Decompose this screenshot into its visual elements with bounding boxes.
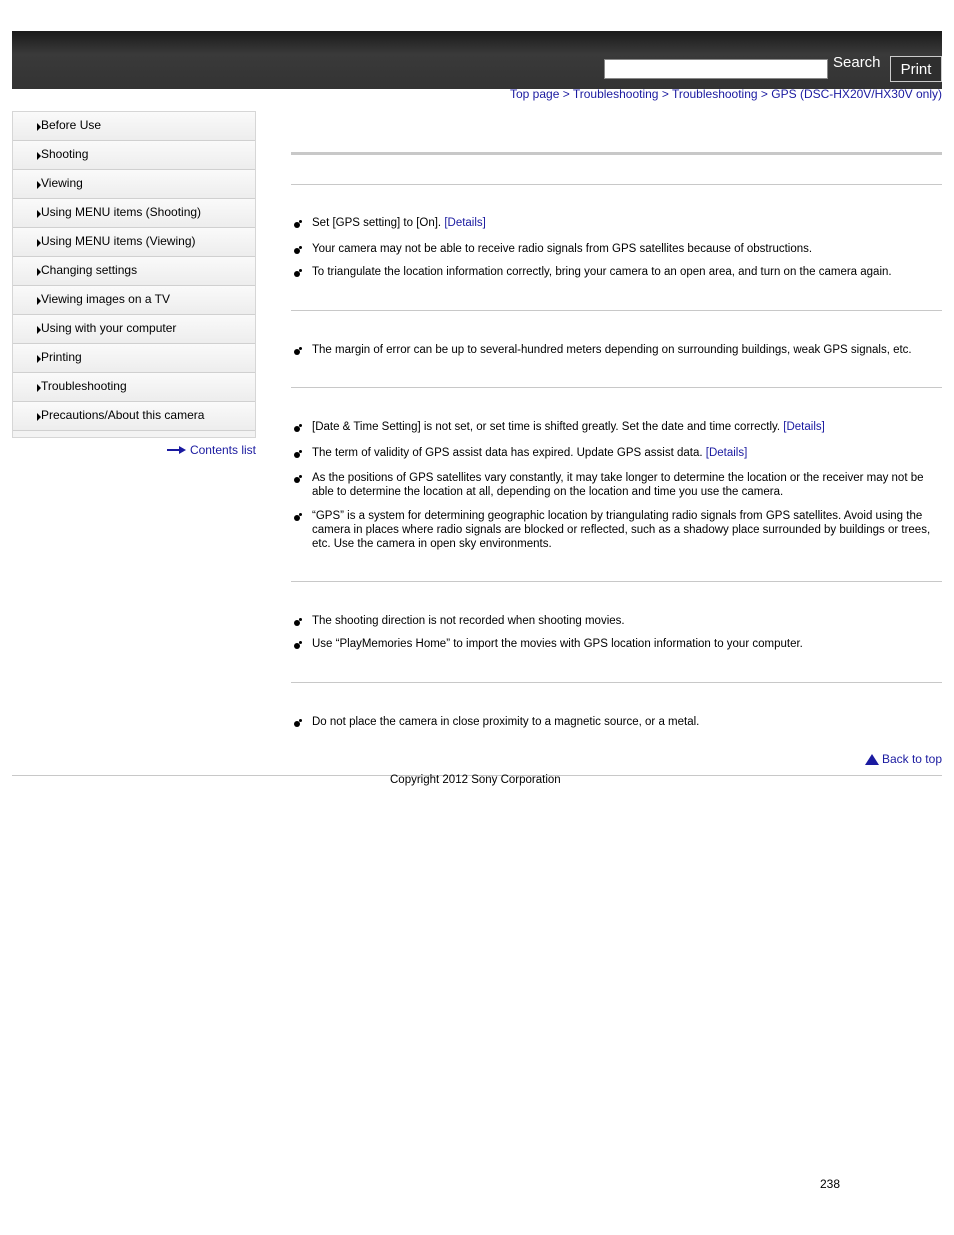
sidebar-nav (12, 111, 256, 438)
arrow-right-icon (37, 123, 41, 131)
list-item (291, 471, 942, 499)
sidebar-item-computer[interactable] (13, 315, 255, 344)
contents-list-label: Contents list (189, 443, 256, 457)
sidebar-item-shooting[interactable] (13, 141, 255, 170)
breadcrumb-separator: > (658, 87, 672, 101)
section-divider (291, 682, 942, 683)
sidebar-item-viewing[interactable] (13, 170, 255, 199)
arrow-right-icon (37, 297, 41, 305)
sidebar-item-label: Troubleshooting (41, 379, 127, 393)
bullet-icon (294, 477, 300, 483)
sidebar-item-label: Using MENU items (Shooting) (41, 205, 202, 219)
sidebar-item-label: Precautions/About this camera (41, 408, 205, 422)
bullet-icon (294, 643, 300, 649)
bullet-text: The shooting direction is not recorded when shooting movies. (312, 615, 625, 627)
sidebar-item-label: Viewing (41, 176, 83, 190)
bullet-icon (294, 515, 300, 521)
arrow-right-icon (37, 326, 41, 334)
bullet-text: [Date & Time Setting] is not set, or set time is shifted greatly. Set the date and time correctly. (312, 421, 784, 433)
bullet-text: The term of validity of GPS assist data has expired. Update GPS assist data. (312, 447, 706, 459)
bullet-text: Do not place the camera in close proximity to a magnetic source, or a metal. (312, 716, 700, 728)
bullet-icon (294, 248, 300, 254)
breadcrumb-troubleshooting-1[interactable]: Troubleshooting (572, 87, 659, 101)
breadcrumb-gps[interactable]: GPS (DSC-HX20V/HX30V only) (771, 87, 942, 101)
list-item (291, 343, 942, 357)
bullet-icon (294, 222, 300, 228)
bullet-text: As the positions of GPS satellites vary constantly, it may take longer to determine the location or the receiver may not be able to determine the location at all, depending on the location and time you use the camera. (312, 472, 924, 498)
bullet-text: “GPS” is a system for determining geographic location by triangulating radio signals from GPS satellites. Avoid using the camera in places where radio signals are blocked or reflected, such as a shadowy place surrounded by buildings or trees, etc. Use the camera in open sky environments. (312, 510, 931, 550)
sidebar-item-menu-shooting[interactable] (13, 199, 255, 228)
details-link[interactable]: [Details] (783, 421, 825, 433)
bullet-text: Set [GPS setting] to [On]. (312, 217, 445, 229)
bullet-icon (294, 426, 300, 432)
details-link[interactable]: [Details] (444, 217, 486, 229)
arrow-right-icon (37, 355, 41, 363)
section-divider (291, 387, 942, 388)
sidebar-item-menu-viewing[interactable] (13, 228, 255, 257)
arrow-right-icon (37, 239, 41, 247)
arrow-right-icon (37, 210, 41, 218)
bullet-icon (294, 721, 300, 727)
list-item (291, 265, 942, 279)
list-item (291, 637, 942, 651)
back-to-top-link[interactable] (865, 752, 942, 766)
search-input[interactable] (604, 59, 828, 79)
list-item (291, 715, 942, 729)
list-item (291, 216, 942, 230)
arrow-right-icon (37, 384, 41, 392)
page-number: 238 (820, 1177, 841, 1191)
breadcrumb-separator: > (757, 87, 772, 101)
arrow-right-icon (167, 445, 187, 455)
details-link[interactable]: [Details] (705, 447, 748, 459)
sidebar-item-label: Viewing images on a TV (41, 292, 170, 306)
arrow-right-icon (37, 152, 41, 160)
bullet-text: Your camera may not be able to receive radio signals from GPS satellites because of obstructions. (312, 243, 813, 255)
section-divider (291, 184, 942, 185)
sidebar-item-changing-settings[interactable] (13, 257, 255, 286)
bullet-icon (294, 620, 300, 626)
back-to-top-label: Back to top (881, 752, 942, 766)
list-item (291, 446, 942, 460)
breadcrumb-troubleshooting-2[interactable]: Troubleshooting (671, 87, 758, 101)
bullet-text: The margin of error can be up to several-hundred meters depending on surrounding buildings, weak GPS signals, etc. (312, 344, 912, 356)
sidebar-item-precautions[interactable] (13, 402, 255, 431)
triangle-up-icon (865, 754, 879, 765)
sidebar-item-before-use[interactable] (13, 112, 255, 141)
sidebar-item-label: Shooting (41, 147, 89, 161)
print-button[interactable]: Print (890, 56, 942, 82)
list-item (291, 242, 942, 256)
breadcrumb-top-page[interactable]: Top page (510, 87, 560, 101)
title-divider (291, 152, 942, 155)
arrow-right-icon (37, 181, 41, 189)
search-button[interactable]: Search (833, 54, 881, 71)
bullet-text: To triangulate the location information correctly, bring your camera to an open area, and turn on the camera again. (312, 266, 892, 278)
sidebar-item-viewing-tv[interactable] (13, 286, 255, 315)
sidebar-item-label: Printing (41, 350, 82, 364)
bullet-icon (294, 271, 300, 277)
section-divider (291, 310, 942, 311)
sidebar-item-label: Changing settings (41, 263, 138, 277)
sidebar-item-label: Using with your computer (41, 321, 177, 335)
sidebar-item-troubleshooting[interactable] (13, 373, 255, 402)
list-item (291, 420, 942, 434)
breadcrumb-separator: > (559, 87, 573, 101)
arrow-right-icon (37, 268, 41, 276)
section-divider (291, 581, 942, 582)
sidebar-item-printing[interactable] (13, 344, 255, 373)
bullet-text: Use “PlayMemories Home” to import the movies with GPS location information to your computer. (312, 638, 803, 650)
list-item (291, 614, 942, 628)
breadcrumb (510, 87, 942, 101)
bullet-icon (294, 349, 300, 355)
sidebar-item-label: Using MENU items (Viewing) (41, 234, 196, 248)
copyright-text: Copyright 2012 Sony Corporation (390, 774, 561, 786)
sidebar-item-label: Before Use (41, 118, 102, 132)
bullet-icon (294, 452, 300, 458)
contents-list-link[interactable] (167, 443, 256, 457)
arrow-right-icon (37, 413, 41, 421)
list-item (291, 509, 942, 551)
